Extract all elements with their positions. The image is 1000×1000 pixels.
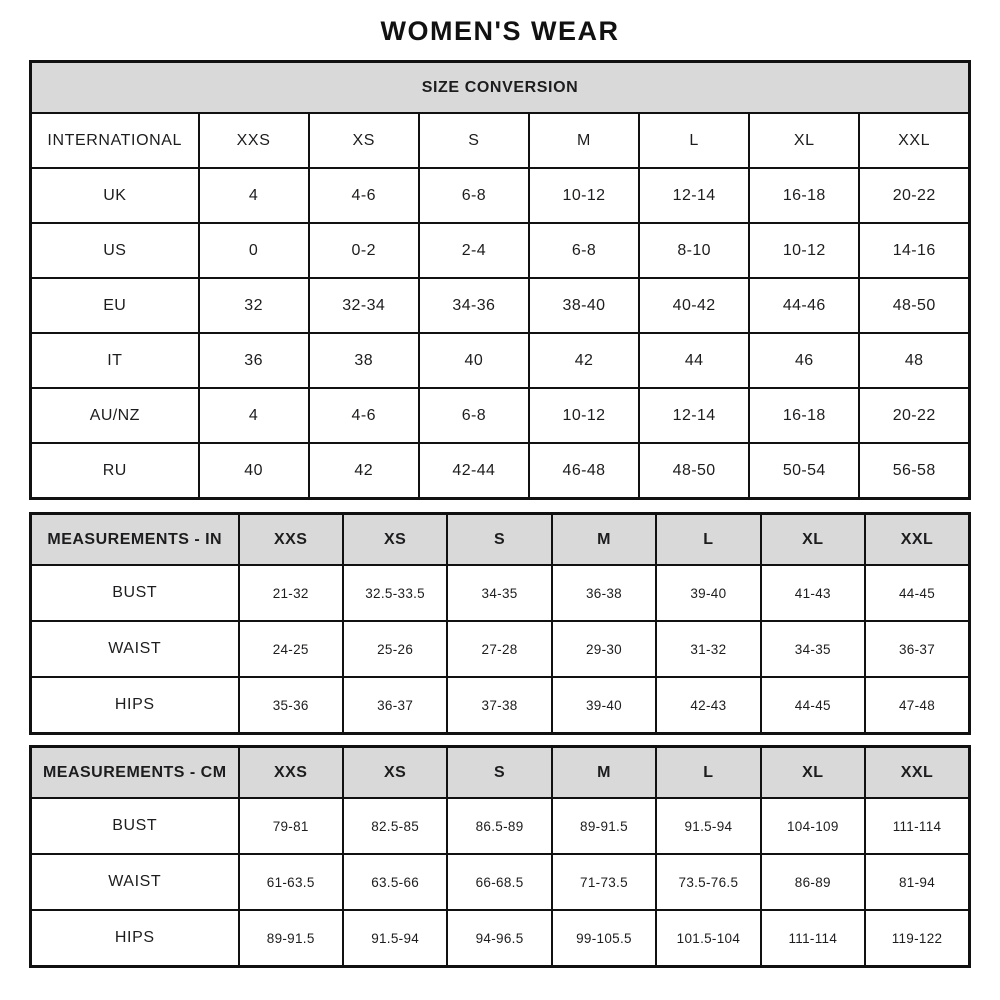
cell: 34-35 (761, 621, 865, 677)
cell: 91.5-94 (343, 910, 447, 967)
column-header-xs: XS (309, 113, 419, 168)
cell: 24-25 (239, 621, 343, 677)
cell: 71-73.5 (552, 854, 656, 910)
cell: 10-12 (529, 388, 639, 443)
row-label-bust: BUST (31, 565, 239, 621)
row-label-waist: WAIST (31, 854, 239, 910)
page-title: WOMEN'S WEAR (380, 16, 620, 46)
cell: 20-22 (859, 388, 969, 443)
measurements-cm-header: MEASUREMENTS - CM (31, 747, 239, 799)
size-header-s: S (447, 514, 551, 566)
cell: 29-30 (552, 621, 656, 677)
cell: 86-89 (761, 854, 865, 910)
cell: 16-18 (749, 168, 859, 223)
cell: 73.5-76.5 (656, 854, 760, 910)
measurements-in-header: MEASUREMENTS - IN (31, 514, 239, 566)
cell: 4 (199, 168, 309, 223)
cell: 32.5-33.5 (343, 565, 447, 621)
column-header-l: L (639, 113, 749, 168)
row-label-us: US (31, 223, 199, 278)
size-header-m: M (552, 747, 656, 799)
size-header-m: M (552, 514, 656, 566)
cell: 48-50 (639, 443, 749, 499)
table-row-ru (31, 443, 970, 499)
cell: 34-36 (419, 278, 529, 333)
cell: 27-28 (447, 621, 551, 677)
cell: 40-42 (639, 278, 749, 333)
cell: 6-8 (419, 168, 529, 223)
cell: 46-48 (529, 443, 639, 499)
cell: 36-37 (343, 677, 447, 734)
column-header-s: S (419, 113, 529, 168)
cell: 66-68.5 (447, 854, 551, 910)
cell: 20-22 (859, 168, 969, 223)
cell: 6-8 (419, 388, 529, 443)
table-row-us (31, 223, 970, 278)
table-row (31, 62, 970, 114)
row-label-eu: EU (31, 278, 199, 333)
table-row-bust-cm (31, 798, 970, 854)
cell: 0 (199, 223, 309, 278)
cell: 111-114 (865, 798, 969, 854)
column-header-xl: XL (749, 113, 859, 168)
row-label-hips: HIPS (31, 677, 239, 734)
column-header-m: M (529, 113, 639, 168)
cell: 42-43 (656, 677, 760, 734)
size-header-xl: XL (761, 514, 865, 566)
cell: 42 (529, 333, 639, 388)
row-label-hips: HIPS (31, 910, 239, 967)
column-header-xxl: XXL (859, 113, 969, 168)
size-header-xxs: XXS (239, 514, 343, 566)
cell: 79-81 (239, 798, 343, 854)
size-header-xl: XL (761, 747, 865, 799)
column-header-international: INTERNATIONAL (31, 113, 199, 168)
cell: 48 (859, 333, 969, 388)
table-row (31, 747, 970, 799)
cell: 56-58 (859, 443, 969, 499)
cell: 63.5-66 (343, 854, 447, 910)
cell: 89-91.5 (239, 910, 343, 967)
column-header-xxs: XXS (199, 113, 309, 168)
cell: 111-114 (761, 910, 865, 967)
size-header-xxs: XXS (239, 747, 343, 799)
cell: 82.5-85 (343, 798, 447, 854)
cell: 12-14 (639, 388, 749, 443)
size-header-xxl: XXL (865, 514, 969, 566)
table-row-it (31, 333, 970, 388)
cell: 36 (199, 333, 309, 388)
cell: 2-4 (419, 223, 529, 278)
cell: 4-6 (309, 388, 419, 443)
cell: 12-14 (639, 168, 749, 223)
table-row-hips-cm (31, 910, 970, 967)
cell: 41-43 (761, 565, 865, 621)
cell: 40 (419, 333, 529, 388)
row-label-bust: BUST (31, 798, 239, 854)
cell: 94-96.5 (447, 910, 551, 967)
cell: 35-36 (239, 677, 343, 734)
size-header-xs: XS (343, 747, 447, 799)
size-header-xxl: XXL (865, 747, 969, 799)
cell: 8-10 (639, 223, 749, 278)
cell: 36-37 (865, 621, 969, 677)
cell: 16-18 (749, 388, 859, 443)
cell: 39-40 (656, 565, 760, 621)
size-conversion-header: SIZE CONVERSION (31, 62, 970, 114)
cell: 48-50 (859, 278, 969, 333)
cell: 4-6 (309, 168, 419, 223)
cell: 4 (199, 388, 309, 443)
cell: 14-16 (859, 223, 969, 278)
size-header-l: L (656, 514, 760, 566)
table-row-waist-cm (31, 854, 970, 910)
cell: 44-46 (749, 278, 859, 333)
size-header-l: L (656, 747, 760, 799)
cell: 47-48 (865, 677, 969, 734)
cell: 50-54 (749, 443, 859, 499)
cell: 31-32 (656, 621, 760, 677)
cell: 89-91.5 (552, 798, 656, 854)
cell: 0-2 (309, 223, 419, 278)
cell: 86.5-89 (447, 798, 551, 854)
cell: 40 (199, 443, 309, 499)
cell: 101.5-104 (656, 910, 760, 967)
cell: 34-35 (447, 565, 551, 621)
cell: 119-122 (865, 910, 969, 967)
row-label-ru: RU (31, 443, 199, 499)
cell: 91.5-94 (656, 798, 760, 854)
table-row-waist-in (31, 621, 970, 677)
cell: 61-63.5 (239, 854, 343, 910)
cell: 46 (749, 333, 859, 388)
measurements-in-table (29, 512, 971, 735)
table-row-bust-in (31, 565, 970, 621)
table-row-eu (31, 278, 970, 333)
cell: 38-40 (529, 278, 639, 333)
cell: 44-45 (761, 677, 865, 734)
cell: 44 (639, 333, 749, 388)
cell: 36-38 (552, 565, 656, 621)
cell: 6-8 (529, 223, 639, 278)
cell: 38 (309, 333, 419, 388)
size-header-xs: XS (343, 514, 447, 566)
cell: 42 (309, 443, 419, 499)
measurements-cm-table (29, 745, 971, 968)
table-row (31, 514, 970, 566)
row-label-it: IT (31, 333, 199, 388)
size-header-s: S (447, 747, 551, 799)
cell: 39-40 (552, 677, 656, 734)
cell: 37-38 (447, 677, 551, 734)
table-row-aunz (31, 388, 970, 443)
row-label-waist: WAIST (31, 621, 239, 677)
cell: 42-44 (419, 443, 529, 499)
cell: 10-12 (749, 223, 859, 278)
table-row (31, 113, 970, 168)
cell: 32 (199, 278, 309, 333)
table-row-uk (31, 168, 970, 223)
cell: 104-109 (761, 798, 865, 854)
row-label-aunz: AU/NZ (31, 388, 199, 443)
cell: 21-32 (239, 565, 343, 621)
cell: 99-105.5 (552, 910, 656, 967)
cell: 81-94 (865, 854, 969, 910)
cell: 10-12 (529, 168, 639, 223)
row-label-uk: UK (31, 168, 199, 223)
cell: 25-26 (343, 621, 447, 677)
cell: 44-45 (865, 565, 969, 621)
table-row-hips-in (31, 677, 970, 734)
cell: 32-34 (309, 278, 419, 333)
size-conversion-table (29, 60, 971, 500)
